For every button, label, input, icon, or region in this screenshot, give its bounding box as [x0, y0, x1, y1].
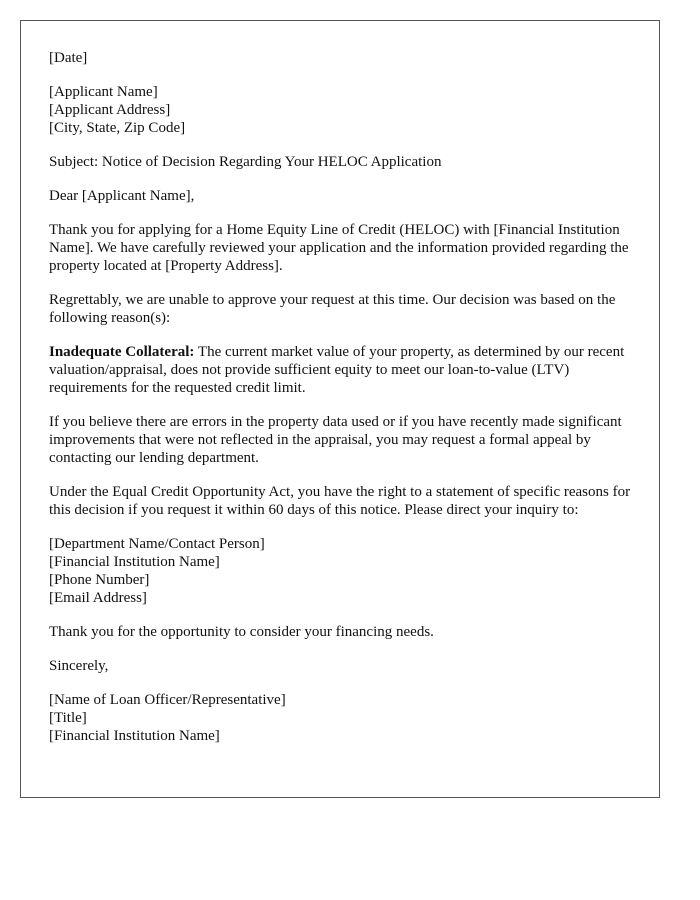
- paragraph-decision: Regrettably, we are unable to approve your request at this time. Our decision was based on the following reason(s):: [49, 292, 616, 326]
- applicant-name: [Applicant Name]: [49, 84, 158, 100]
- contact-email: [Email Address]: [49, 590, 147, 606]
- reason-label: Inadequate Collateral:: [49, 344, 195, 360]
- applicant-city-state-zip: [City, State, Zip Code]: [49, 120, 186, 136]
- date-text: [Date]: [49, 50, 88, 66]
- signature-name: [Name of Loan Officer/Representative]: [49, 692, 286, 708]
- paragraph-ecoa: Under the Equal Credit Opportunity Act, you have the right to a statement of specific reasons for this decision if you request it within 60 days of this notice. Please direct your inquiry to:: [49, 484, 631, 518]
- paragraph-thanks: Thank you for the opportunity to consider your financing needs.: [49, 624, 434, 640]
- signature-institution: [Financial Institution Name]: [49, 728, 220, 744]
- letter-subject: Subject: Notice of Decision Regarding Your HELOC Application: [49, 154, 442, 170]
- applicant-address: [Applicant Address]: [49, 102, 171, 118]
- letter-closing: Sincerely,: [49, 658, 109, 674]
- paragraph-intro: Thank you for applying for a Home Equity Line of Credit (HELOC) with [Financial Institution Name]. We have carefully reviewed your application and the information provided regarding the property located at [Property Address].: [49, 222, 629, 274]
- reason-text: The current market value of your property, as determined by our recent valuation/appraisal, does not provide sufficient equity to meet our loan-to-value (LTV) requirements for the requested credit limit.: [49, 344, 625, 396]
- contact-block: [49, 535, 631, 607]
- letter-salutation: Dear [Applicant Name],: [49, 188, 195, 204]
- letter-page: [20, 20, 660, 798]
- signature-title: [Title]: [49, 710, 87, 726]
- letter-date: [49, 49, 631, 67]
- contact-phone: [Phone Number]: [49, 572, 150, 588]
- contact-institution: [Financial Institution Name]: [49, 554, 220, 570]
- applicant-address-block: [49, 83, 631, 137]
- contact-department: [Department Name/Contact Person]: [49, 536, 265, 552]
- paragraph-appeal: If you believe there are errors in the property data used or if you have recently made significant improvements that were not reflected in the appraisal, you may request a formal appeal by contacting our lending department.: [49, 414, 622, 466]
- paragraph-reason: [49, 343, 631, 397]
- signature-block: [49, 691, 631, 745]
